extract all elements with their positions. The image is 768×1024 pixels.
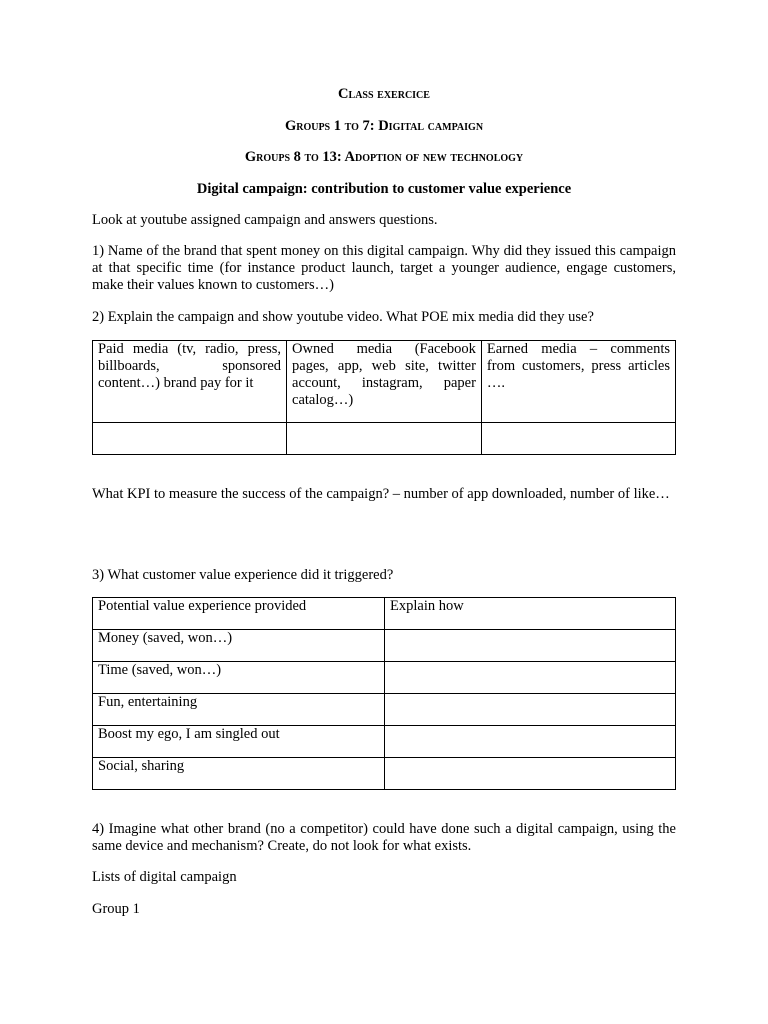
explain-cell[interactable]	[385, 630, 676, 662]
question-4: 4) Imagine what other brand (no a competitor) could have done such a digital campaign, using the same device and mechanism? Create, do not look for what exists.	[92, 821, 676, 854]
explain-cell[interactable]	[385, 758, 676, 790]
paid-media-cell: Paid media (tv, radio, press, billboards, sponsored content…) brand pay for it	[93, 341, 287, 423]
group-label: Group 1	[92, 901, 140, 917]
question-3: 3) What customer value experience did it triggered?	[92, 567, 394, 583]
media-table-header-row	[93, 341, 676, 423]
value-row-label: Social, sharing	[93, 758, 385, 790]
value-row-label: Time (saved, won…)	[93, 662, 385, 694]
owned-media-cell: Owned media (Facebook pages, app, web site, twitter account, instagram, paper catalog…)	[287, 341, 482, 423]
kpi-question: What KPI to measure the success of the campaign? – number of app downloaded, number of like…	[92, 486, 670, 502]
media-table	[92, 340, 676, 455]
value-row-label: Fun, entertaining	[93, 694, 385, 726]
earned-media-cell: Earned media – comments from customers, press articles ….	[481, 341, 675, 423]
lists-label: Lists of digital campaign	[92, 869, 237, 885]
explain-cell[interactable]	[385, 726, 676, 758]
earned-answer-cell[interactable]	[481, 423, 675, 455]
value-row-label: Money (saved, won…)	[93, 630, 385, 662]
value-table	[92, 597, 676, 790]
table-row	[93, 758, 676, 790]
media-table-answer-row	[93, 423, 676, 455]
value-row-label: Boost my ego, I am singled out	[93, 726, 385, 758]
page-title: Class exercice	[338, 86, 430, 102]
table-row	[93, 630, 676, 662]
intro-text: Look at youtube assigned campaign and answers questions.	[92, 212, 438, 228]
table-row	[93, 694, 676, 726]
groups-digital-heading: Groups 1 to 7: Digital campaign	[284, 118, 484, 134]
paid-answer-cell[interactable]	[93, 423, 287, 455]
explain-cell[interactable]	[385, 662, 676, 694]
value-header-cell: Potential value experience provided	[93, 598, 385, 630]
subtitle: Digital campaign: contribution to customer value experience	[196, 181, 572, 197]
question-2: 2) Explain the campaign and show youtube video. What POE mix media did they use?	[92, 309, 594, 325]
explain-cell[interactable]	[385, 694, 676, 726]
question-1: 1) Name of the brand that spent money on this digital campaign. Why did they issued this campaign at that specific time (for instance product launch, target a younger audience, engage customers, make their values known to customers…)	[92, 243, 676, 293]
table-row	[93, 726, 676, 758]
groups-adoption-heading: Groups 8 to 13: Adoption of new technology	[244, 149, 524, 165]
table-row	[93, 662, 676, 694]
value-table-header-row	[93, 598, 676, 630]
owned-answer-cell[interactable]	[287, 423, 482, 455]
explain-header-cell: Explain how	[385, 598, 676, 630]
